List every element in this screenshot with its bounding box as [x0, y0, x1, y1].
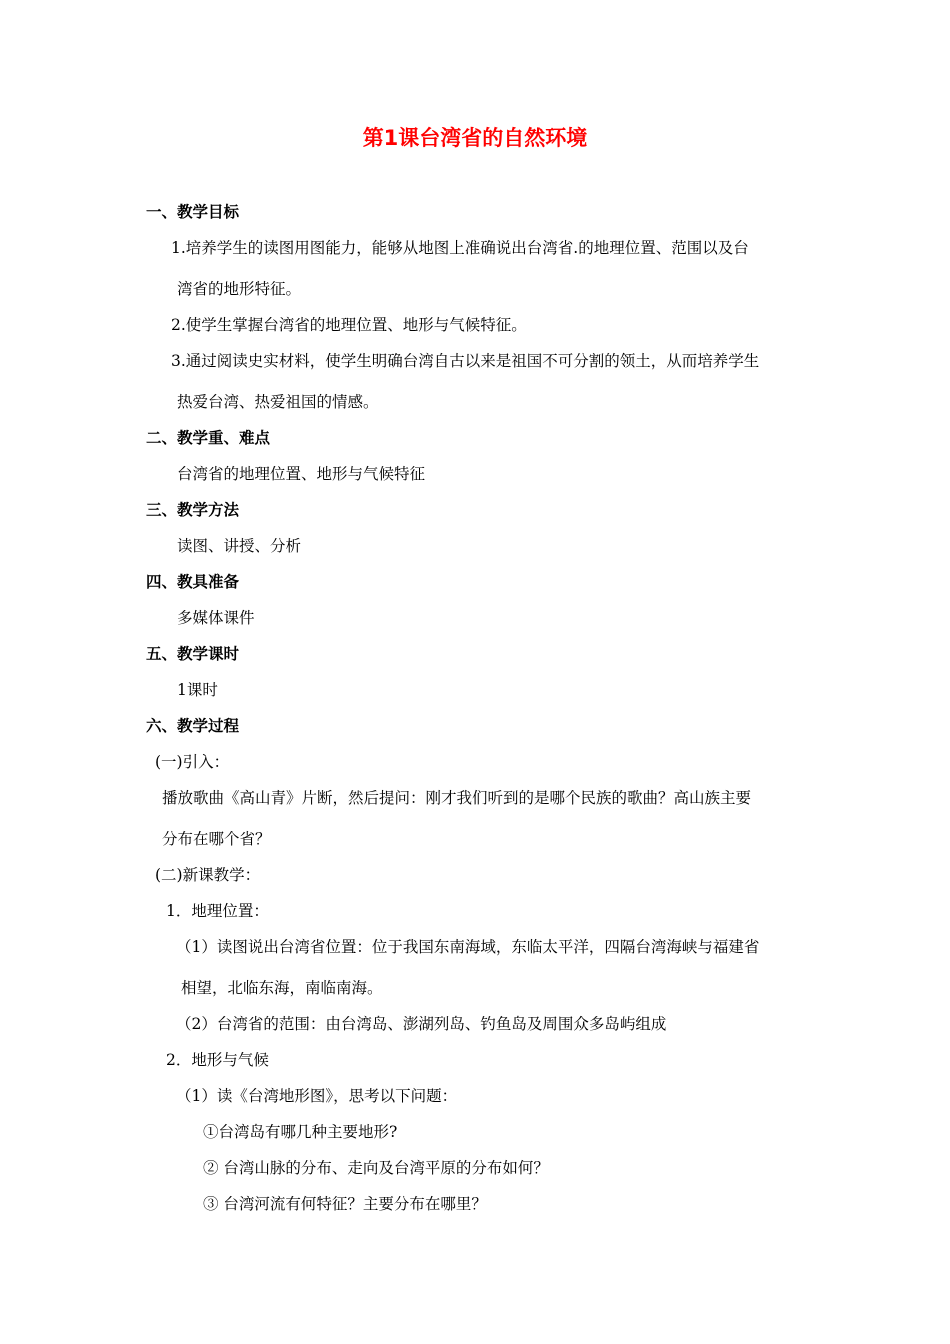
location-item-1-line-1: （1）读图说出台湾省位置：位于我国东南海域，东临太平洋，四隔台湾海峡与福建省	[176, 938, 760, 956]
section-heading-key-points: 二、教学重、难点	[146, 429, 271, 447]
document-title: 第1课台湾省的自然环境	[362, 126, 588, 150]
class-hours-text: 1课时	[177, 681, 218, 699]
section-heading-process: 六、教学过程	[146, 717, 240, 735]
section-heading-materials: 四、教具准备	[146, 573, 240, 591]
objective-2: 2.使学生掌握台湾省的地理位置、地形与气候特征。	[171, 316, 527, 334]
terrain-question-2: ② 台湾山脉的分布、走向及台湾平原的分布如何？	[203, 1159, 549, 1177]
section-heading-class-hours: 五、教学课时	[146, 645, 240, 663]
location-heading: 1．地理位置：	[166, 902, 269, 920]
process-intro-label: (一)引入：	[155, 753, 230, 771]
objective-1-line-1: 1.培养学生的读图用图能力，能够从地图上准确说出台湾省.的地理位置、范围以及台	[171, 239, 749, 257]
terrain-question-3: ③ 台湾河流有何特征？主要分布在哪里？	[203, 1195, 487, 1213]
location-item-1-line-2: 相望，北临东海，南临南海。	[181, 979, 383, 997]
methods-text: 读图、讲授、分析	[177, 537, 302, 555]
process-new-lesson-label: (二)新课教学：	[155, 866, 261, 884]
section-heading-objectives: 一、教学目标	[146, 203, 240, 221]
terrain-question-1: ①台湾岛有哪几种主要地形?	[203, 1123, 398, 1141]
materials-text: 多媒体课件	[177, 609, 255, 627]
process-intro-line-2: 分布在哪个省？	[162, 830, 271, 848]
process-intro-line-1: 播放歌曲《高山青》片断，然后提问：刚才我们听到的是哪个民族的歌曲？高山族主要	[162, 789, 752, 807]
section-heading-methods: 三、教学方法	[146, 501, 240, 519]
terrain-climate-heading: 2．地形与气候	[166, 1051, 269, 1069]
key-points-text: 台湾省的地理位置、地形与气候特征	[177, 465, 426, 483]
objective-3-line-2: 热爱台湾、热爱祖国的情感。	[177, 393, 379, 411]
terrain-item-1: （1）读《台湾地形图》，思考以下问题：	[176, 1087, 458, 1105]
location-item-2: （2）台湾省的范围：由台湾岛、澎湖列岛、钓鱼岛及周围众多岛屿组成	[176, 1015, 667, 1033]
objective-1-line-2: 湾省的地形特征。	[177, 280, 302, 298]
objective-3-line-1: 3.通过阅读史实材料，使学生明确台湾自古以来是祖国不可分割的领土，从而培养学生	[171, 352, 760, 370]
